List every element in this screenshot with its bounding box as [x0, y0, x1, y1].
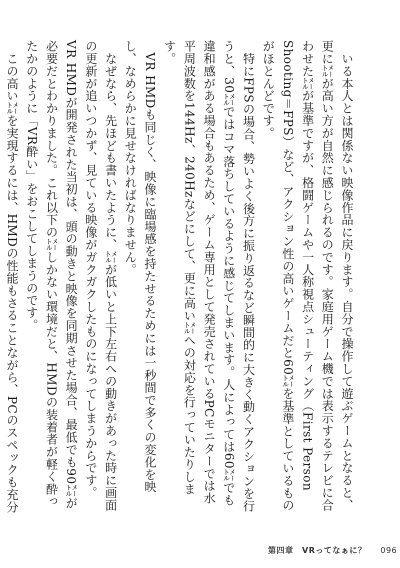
- chapter-title: 第四章 VRってなぁに？: [268, 545, 367, 555]
- page-footer: [268, 543, 397, 557]
- paragraph-4: なぜなら、先ほども書いたように、㍍が低いと上下左右への動きがあった時に画面の更新が追いつかず、見ている映像がガクガクしたものになってしまうからです。VR HMDが開発された当初は、頭の動きと映像を同期させた場合、最低でも90㍍が必要だとわかりました。これ以下の㍍しかない環境だと、HMDの装着者が軽く酔ったかのように「VR酔い」をおこしてしまうのです。: [24, 40, 118, 512]
- paragraph-1: いる本人とは関係ない映像作品に戻ります。自分で操作して遊ぶゲームとなると、更に㍍が高い方が自然に感じられるのです。家庭用ゲーム機では表示するテレビに合わせた㍍が基準ですが、格闘ゲームや一人称視点シューティング（First Person Shooting＝FPS）など、アクション性の高いゲームだと60㍍を基準としているものがほとんどです。: [261, 40, 354, 512]
- vertical-text-body: [5, 40, 356, 516]
- page-number: 096: [380, 545, 398, 555]
- paragraph-5: この高い㍍を実現するには、HMDの性能もさることながら、PCのスペックも充分: [5, 52, 20, 514]
- paragraph-2: 特にFPSの場合、勢いよく後方に振り返るなど瞬間的に大きく動くアクションを行うと、30㍍ではコマ落ちしているように感じてしまいます。人によっては60㍍でも違和感がある場合もあるため、ゲーム専用として発売されているPCモニターでは水平周波数を144Hz、240Hzなどにして、更に高い㍍への対応を行っていたりします。: [162, 40, 256, 513]
- paragraph-3: VR HMDも同じく、映像に臨場感を持たせるためには一秒間で多くの変化を映し、なめらかに見せなければなりません。: [123, 40, 157, 494]
